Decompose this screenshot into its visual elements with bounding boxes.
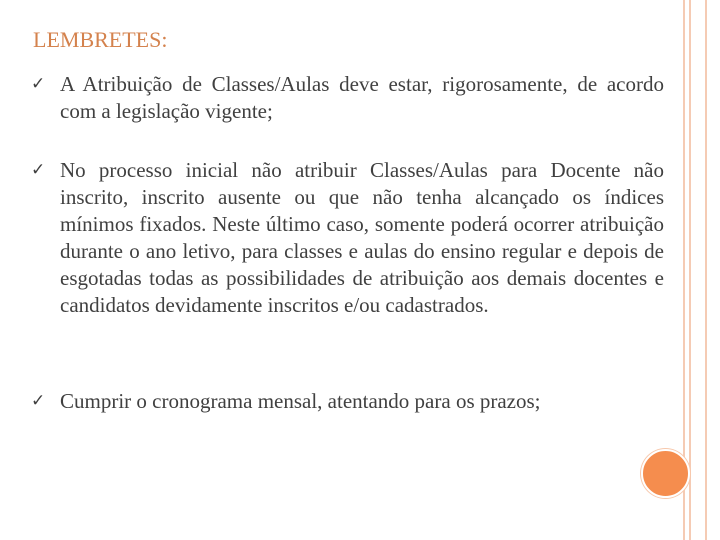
- bullet-item: [31, 71, 664, 125]
- slide-title: LEMBRETES:: [33, 27, 168, 52]
- bullet-text: Cumprir o cronograma mensal, atentando para os prazos;: [60, 389, 541, 413]
- checkmark-icon: ✓: [31, 160, 46, 180]
- decorative-circle: [641, 449, 690, 498]
- decorative-line: [689, 0, 691, 540]
- checkmark-icon: ✓: [31, 74, 46, 94]
- bullet-item: [31, 157, 664, 319]
- bullet-item: [31, 388, 664, 415]
- checkmark-icon: ✓: [31, 391, 46, 411]
- decorative-line: [705, 0, 707, 540]
- bullet-text: A Atribuição de Classes/Aulas deve estar, rigorosamente, de acordo com a legislação vigente;: [60, 72, 664, 123]
- bullet-text: No processo inicial não atribuir Classes/Aulas para Docente não inscrito, inscrito ausente ou que não tenha alcançado os índices mínimos fixados. Neste último caso, somente poderá ocorrer atribuição durante o ano letivo, para classes e aulas do ensino regular e depois de esgotadas todas as possibilidades de atribuição aos demais docentes e candidatos devidamente inscritos e/ou cadastrados.: [60, 158, 664, 317]
